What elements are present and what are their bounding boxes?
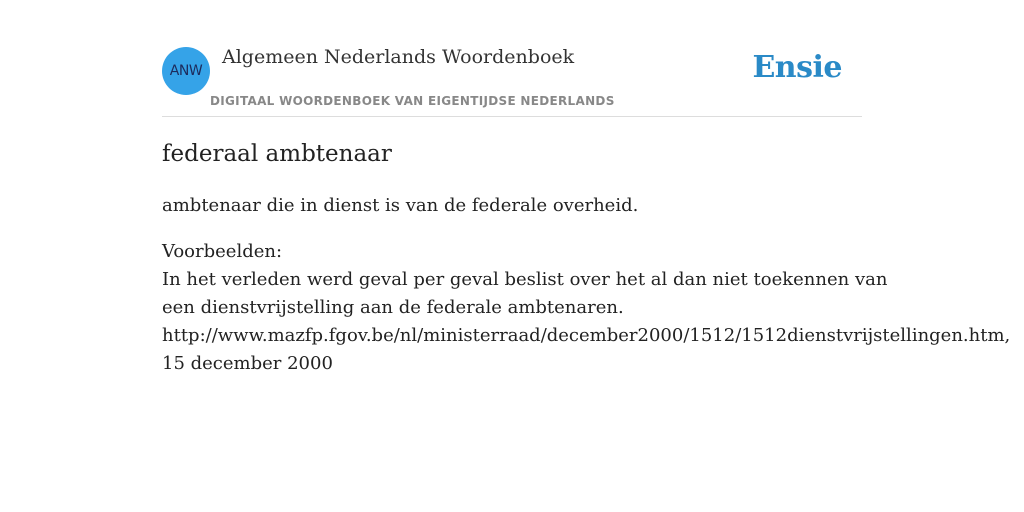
- example-line: een dienstvrijstelling aan de federale ambtenaren.: [162, 297, 624, 318]
- entry-definition: ambtenaar die in dienst is van de federale overheid.: [162, 195, 639, 216]
- example-line: In het verleden werd geval per geval beslist over het al dan niet toekennen van: [162, 269, 888, 290]
- logo-text: ANW: [169, 63, 203, 79]
- example-source-url: http://www.mazfp.fgov.be/nl/ministerraad/december2000/1512/1512dienstvrijstellingen.htm,: [162, 325, 1011, 346]
- entry-term: federaal ambtenaar: [162, 141, 392, 167]
- entry-content: [162, 138, 1011, 378]
- examples-label: Voorbeelden:: [162, 241, 283, 262]
- anw-logo[interactable]: [162, 47, 210, 95]
- example-source-date: 15 december 2000: [162, 353, 333, 374]
- site-subtitle: DIGITAAL WOORDENBOEK VAN EIGENTIJDSE NEDERLANDS: [210, 94, 615, 108]
- site-title[interactable]: Algemeen Nederlands Woordenboek: [222, 46, 575, 68]
- ensie-brand-link[interactable]: Ensie: [752, 50, 842, 85]
- site-header: [162, 40, 862, 117]
- entry-examples: [162, 238, 1011, 378]
